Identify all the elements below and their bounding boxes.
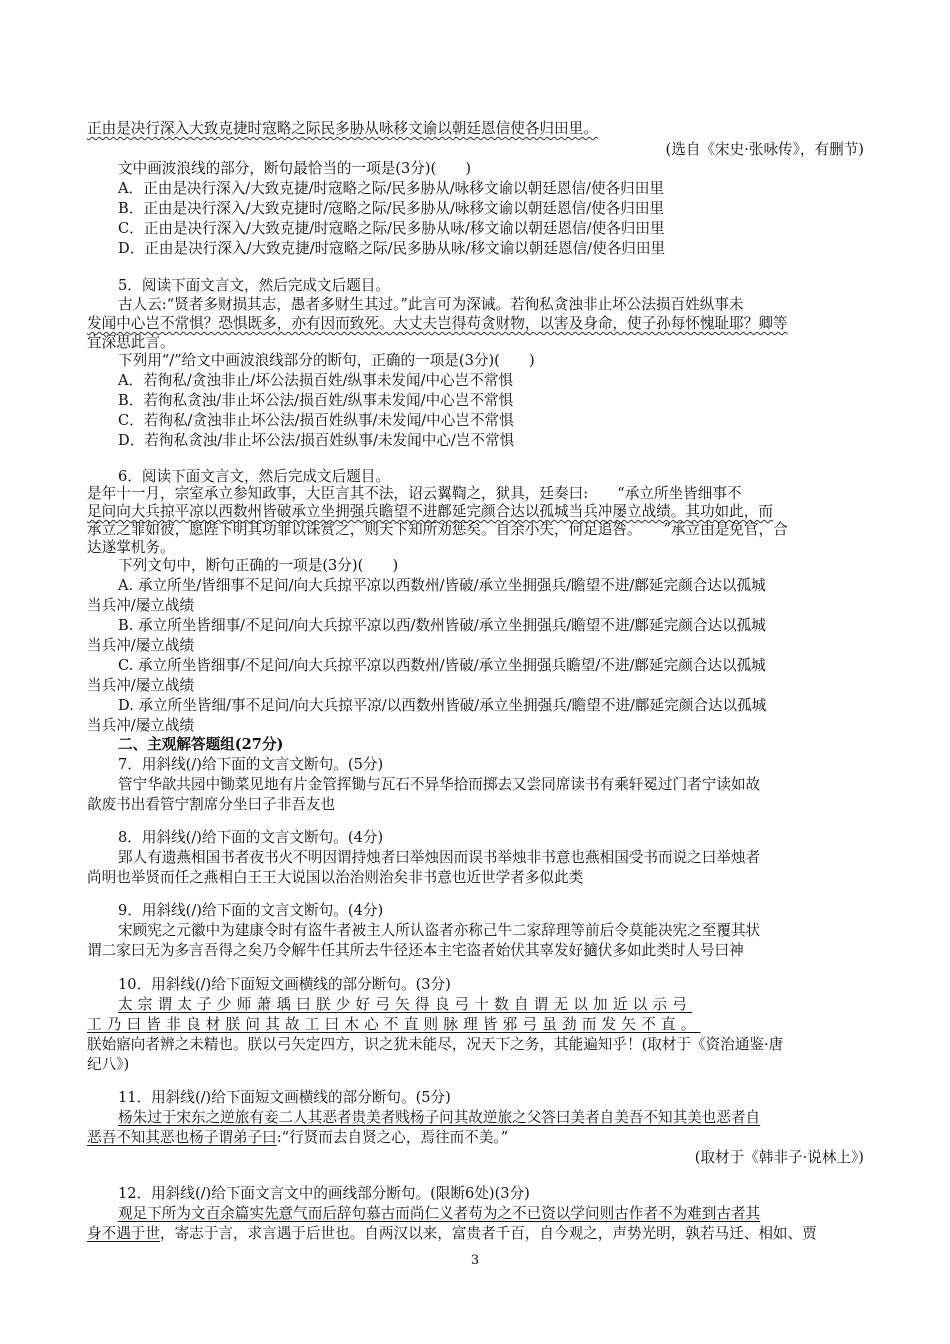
q5-option-a[interactable]: A．若徇私/贪浊非止/坏公法损百姓/纵事未发闻/中心岂不常惧 [118, 372, 514, 389]
q6-option-a[interactable]: A. 承立所坐/皆细事不足问/向大兵掠平凉以西数州/皆破/承立坐拥强兵/瞻望不进/鄜延完颜合达以孤城 [118, 577, 766, 594]
section-heading: 二、主观解答题组(27分) [118, 736, 284, 753]
q10-underlined: 工乃曰皆非良材朕问其故工曰木心不直则脉理皆邪弓虽劲而发矢不直。 [87, 1016, 701, 1033]
q5-heading: 5．阅读下面文言文，然后完成文后题目。 [118, 277, 390, 294]
page-number: 3 [470, 1253, 480, 1268]
q12-line2 [87, 1225, 867, 1243]
q8-text: 郢人有遗燕相国书者夜书火不明因谓持烛者曰举烛因而误书举烛非书意也燕相国受书而说之曰举烛者 [118, 849, 761, 866]
q6-option-c-cont: 当兵冲/屡立战绩 [87, 677, 195, 694]
q5-passage-line: 发闻中心岂不常惧？恐惧既多，亦有因而致死。大丈夫岂得苟贪财物，以害及身命，使子孙每怀愧耻耶？卿等 [87, 315, 788, 332]
q6-option-b-cont: 当兵冲/屡立战绩 [87, 637, 195, 654]
q4-option-c[interactable]: C．正由是决行深入/大致克捷/时寇略之际/民多胁从咏/移文谕以朝廷恩信/使各归田里 [118, 220, 665, 237]
q9-stem: 9．用斜线(/)给下面的文言文断句。(4分) [118, 902, 384, 919]
q11-underlined: 恶吾不知其恶也杨子谓弟子曰 [87, 1129, 277, 1146]
q11-stem: 11．用斜线(/)给下面短文画横线的部分断句。(5分) [118, 1089, 451, 1106]
q12-underlined: 观足下所为文百余篇实先意气而后辞句慕古而尚仁义者苟为之不已资以学问则古作者不为难到古者其 [118, 1205, 761, 1222]
q9-text: 谓二家曰无为多言吾得之矣乃令解牛任其所去牛径还本主宅盗者始伏其辜发好擿伏多如此类时人号曰神 [87, 942, 744, 959]
q4-option-b[interactable]: B．正由是决行深入/大致克捷时/寇略之际/民多胁从/咏移文谕以朝廷恩信/使各归田里 [118, 200, 665, 217]
q5-passage-line: 古人云:“贤者多财损其志，愚者多财生其过。”此言可为深诫。若徇私贪浊非止坏公法损百姓纵事未 [118, 296, 744, 313]
q10-stem: 10．用斜线(/)给下面短文画横线的部分断句。(3分) [118, 976, 451, 993]
q10-underlined: 太宗谓太子少师萧瑀曰朕少好弓矢得良弓十数自谓无以加近以示弓 [118, 996, 693, 1013]
q8-text: 尚明也举贤而任之燕相白王王大说国以治治则治矣非书意也近世学者多似此类 [87, 869, 584, 886]
q5-passage-line: 宜深思此言。 [87, 334, 175, 351]
q7-stem: 7．用斜线(/)给下面的文言文断句。(5分) [118, 756, 384, 773]
q6-heading: 6．阅读下面文言文，然后完成文后题目。 [118, 468, 390, 485]
q6-passage-line: 是年十一月，宗室承立参知政事，大臣言其不法，诏云翼鞫之，狱具，廷奏曰: “承立所坐皆细事不 [87, 485, 742, 502]
q12-stem: 12．用斜线(/)给下面文言文中的画线部分断句。(限断6处)(3分) [118, 1185, 530, 1202]
q6-option-b[interactable]: B. 承立所坐皆细事/不足问/向大兵掠平凉以西/数州皆破/承立坐拥强兵/瞻望不进/鄜延完颜合达以孤城 [118, 617, 766, 634]
q11-text: :“行贤而去自贤之心，焉往而不美。” [276, 1129, 509, 1146]
q5-option-b[interactable]: B．若徇私贪浊/非止坏公法/损百姓/纵事未发闻/中心岂不常惧 [118, 392, 514, 409]
q9-text: 宋顾宪之元徽中为建康令时有盗牛者被主人所认盗者亦称己牛二家辞理等前后令莫能决宪之至覆其状 [118, 922, 761, 939]
q6-option-d-cont: 当兵冲/屡立战绩 [87, 717, 195, 734]
q12-text: ，寄志于言，求言遇于后世也。自两汉以来，富贵者千百，自今观之，声势光明，孰若马迁、相如、贾 [159, 1225, 817, 1242]
q5-option-d[interactable]: D．若徇私贪浊/非止坏公法/损百姓纵事/未发闻中心/岂不常惧 [118, 432, 515, 449]
q6-stem: 下列文句中，断句正确的一项是(3分)( ) [118, 557, 399, 574]
q6-option-a-cont: 当兵冲/屡立战绩 [87, 597, 195, 614]
q6-option-d[interactable]: D. 承立所坐皆细/事不足问/向大兵掠平凉/以西数州皆破/承立坐拥强兵/瞻望不进/鄜延完颜合达以孤城 [118, 697, 767, 714]
q4-stem: 文中画波浪线的部分，断句最恰当的一项是(3分)( ) [118, 160, 472, 177]
q11-line2 [87, 1129, 867, 1147]
q5-option-c[interactable]: C．若徇私/贪浊非止坏公法/损百姓纵事/未发闻/中心岂不常惧 [118, 412, 514, 429]
q7-text: 歆废书出看管宁割席分坐曰子非吾友也 [87, 796, 336, 813]
q6-passage-line: 达遂掌机务。 [87, 539, 175, 556]
q11-source: (取材于《韩非子·说林上》) [694, 1149, 864, 1166]
q5-stem: 下列用“/”给文中画波浪线部分的断句，正确的一项是(3分)( ) [118, 352, 535, 369]
q8-stem: 8．用斜线(/)给下面的文言文断句。(4分) [118, 829, 384, 846]
q4-option-a[interactable]: A．正由是决行深入/大致克捷/时寇略之际/民多胁从/咏移文谕以朝廷恩信/使各归田里 [118, 180, 664, 197]
q7-text: 管宁华歆共园中锄菜见地有片金管挥锄与瓦石不异华拾而掷去又尝同席读书有乘轩冕过门者宁读如故 [118, 776, 761, 793]
q6-option-c[interactable]: C. 承立所坐皆细事/不足问/向大兵掠平凉以西数州/皆破/承立坐拥强兵瞻望/不进/鄜延完颜合达以孤城 [118, 657, 766, 674]
q10-text: 纪八》) [87, 1056, 130, 1073]
q12-underlined: 身不遇于世 [87, 1225, 160, 1242]
q4-source: (选自《宋史·张咏传》，有删节) [665, 141, 864, 158]
q11-underlined: 杨朱过于宋东之逆旅有妾二人其恶者贵美者贱杨子问其故逆旅之父答曰美者自美吾不知其美也恶者自 [118, 1109, 761, 1126]
q10-text: 朕始寤向者辨之未精也。朕以弓矢定四方，识之犹未能尽，况天下之务，其能遍知乎！(取材于《资治通鉴·唐 [87, 1036, 784, 1053]
q4-option-d[interactable]: D．正由是决行深入/大致克捷/时寇略之际/民多胁从咏/移文谕以朝廷恩信/使各归田里 [118, 240, 666, 257]
q6-passage-line: 承立之罪如彼，愿陛下明其功罪以诛赏之，则天下知所劝惩矣。自余小失，何足追咎。 ”承立由是免官，合 [87, 521, 788, 538]
q6-passage-line: 足问向大兵掠平凉以西数州皆破承立坐拥强兵瞻望不进鄜延完颜合达以孤城当兵冲屡立战绩。其功如此，而 [87, 503, 773, 520]
q4-passage-end: 正由是决行深入大致克捷时寇略之际民多胁从咏移文谕以朝廷恩信使各归田里。 [87, 120, 598, 137]
